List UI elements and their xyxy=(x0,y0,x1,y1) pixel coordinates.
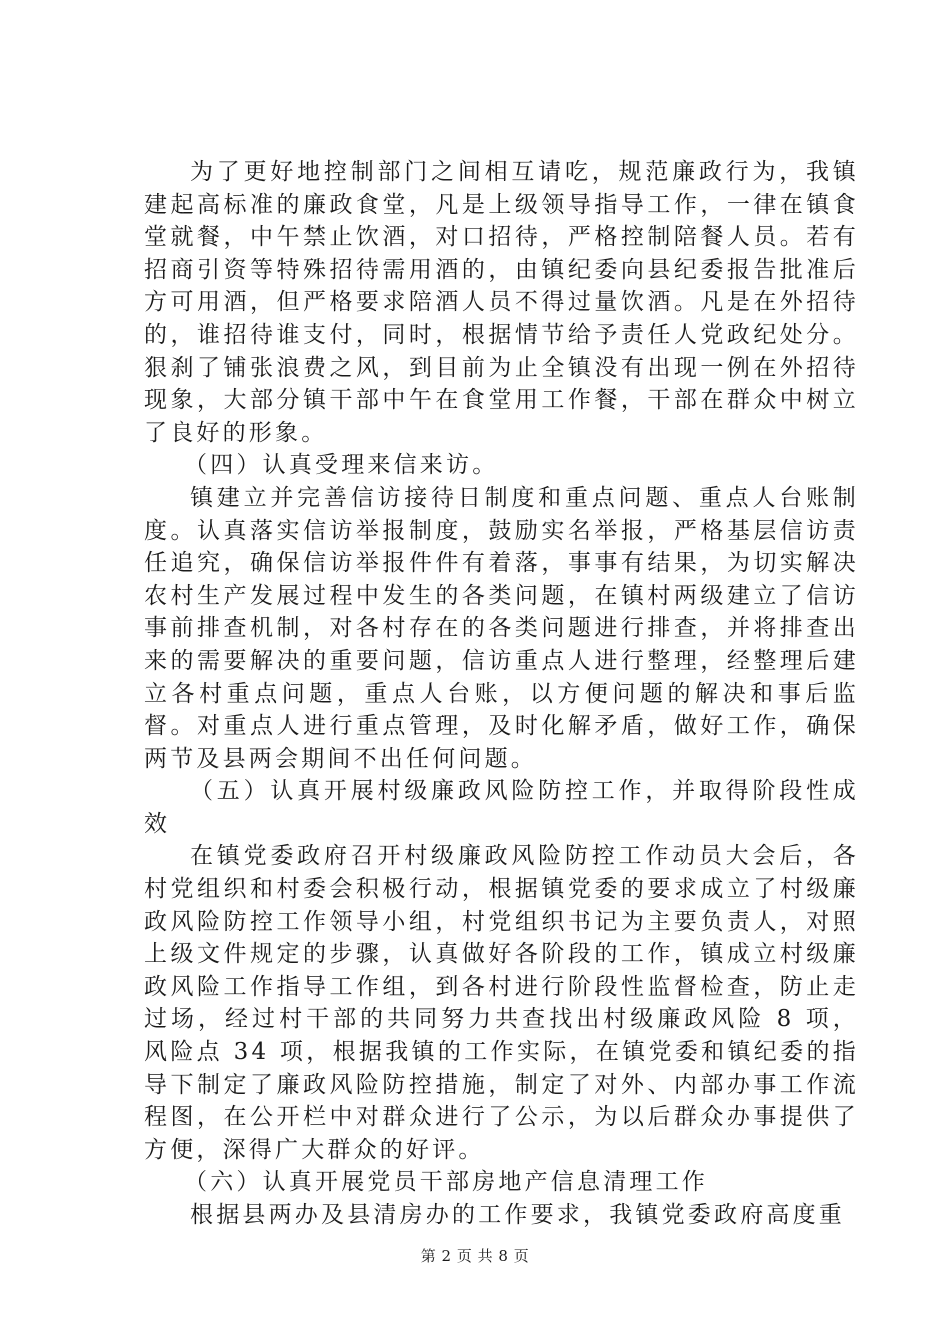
paragraph-petitions: 镇建立并完善信访接待日制度和重点问题、重点人台账制度。认真落实信访举报制度，鼓励实名举报，严格基层信访责任追究，确保信访举报件件有着落，事事有结果，为切实解决农村生产发展过程中发生的各类问题，在镇村两级建立了信访事前排查机制，对各村存在的各类问题进行排查，并将排查出来的需要解决的重要问题，信访重点人进行整理，经整理后建立各村重点问题，重点人台账，以方便问题的解决和事后监督。对重点人进行重点管理，及时化解矛盾，做好工作，确保两节及县两会期间不出任何问题。 xyxy=(144,484,859,772)
section-heading-6: （六）认真开展党员干部房地产信息清理工作 xyxy=(184,1169,708,1196)
paragraph-hospitality: 为了更好地控制部门之间相互请吃，规范廉政行为，我镇建起高标准的廉政食堂，凡是上级领导指导工作，一律在镇食堂就餐，中午禁止饮酒，对口招待，严格控制陪餐人员。若有招商引资等特殊招待需用酒的，由镇纪委向县纪委报告批准后方可用酒，但严格要求陪酒人员不得过量饮酒。凡是在外招待的，谁招待谁支付，同时，根据情节给予责任人党政纪处分。狠刹了铺张浪费之风，到目前为止全镇没有出现一例在外招待现象，大部分镇干部中午在食堂用工作餐，干部在群众中树立了良好的形象。 xyxy=(144,159,859,446)
section-heading-5: （五）认真开展村级廉政风险防控工作，并取得阶段性成效 xyxy=(144,778,859,837)
section-heading-4: （四）认真受理来信来访。 xyxy=(184,452,499,479)
document-body xyxy=(144,156,859,1232)
paragraph-risk-control: 在镇党委政府召开村级廉政风险防控工作动员大会后，各村党组织和村委会积极行动，根据镇党委的要求成立了村级廉政风险防控工作领导小组，村党组织书记为主要负责人，对照上级文件规定的步骤，认真做好各阶段的工作，镇成立村级廉政风险工作指导工作组，到各村进行阶段性监督检查，防止走过场，经过村干部的共同努力共查找出村级廉政风险 8 项，风险点 34 项，根据我镇的工作实际，在镇党委和镇纪委的指导下制定了廉政风险防控措施，制定了对外、内部办事工作流程图，在公开栏中对群众进行了公示，为以后群众办事提供了方便，深得广大群众的好评。 xyxy=(144,843,859,1163)
paragraph-real-estate: 根据县两办及县清房办的工作要求，我镇党委政府高度重 xyxy=(190,1202,845,1228)
page-footer: 第 2 页 共 8 页 xyxy=(420,1247,530,1265)
